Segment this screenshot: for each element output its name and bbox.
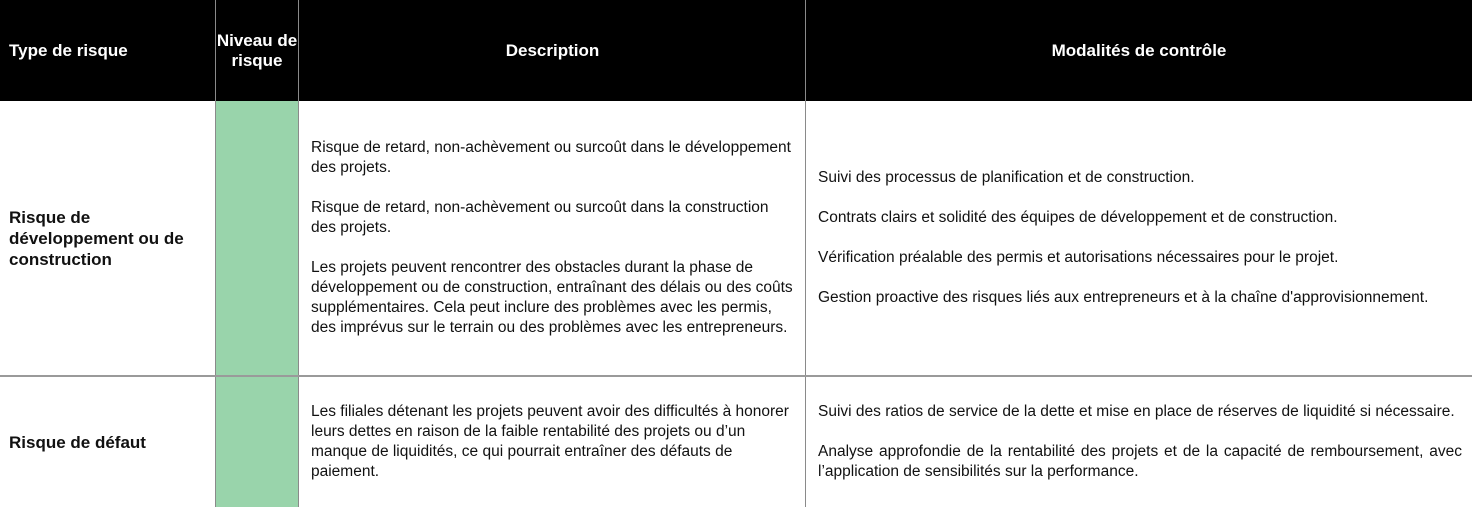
control-paragraph: Analyse approfondie de la rentabilité des projets et de la capacité de remboursement, avec l’application de sensibilités sur la performance. [818, 443, 1462, 480]
description-paragraph: Les filiales détenant les projets peuvent avoir des difficultés à honorer leurs dettes en raison de la faible rentabilité des projets ou d’un manque de liquidités, ce qui pourrait entraîner des défauts de paiement. [311, 403, 789, 480]
description-cell [311, 101, 795, 375]
control-paragraph: Suivi des ratios de service de la dette et mise en place de réserves de liquidité si nécessaire. [818, 403, 1455, 420]
description-paragraph: Les projets peuvent rencontrer des obstacles durant la phase de développement ou de construction, entraînant des délais ou des coûts supplémentaires. Cela peut inclure des problèmes avec les permis, des imprévus sur le terrain ou des problèmes avec les entrepreneurs. [311, 259, 793, 336]
header-type: Type de risque [9, 40, 128, 60]
column-divider [805, 0, 806, 507]
header-level: Niveau de risque [216, 30, 298, 70]
control-paragraph: Gestion proactive des risques liés aux entrepreneurs et à la chaîne d'approvisionnement. [818, 289, 1429, 306]
risk-level-cell [216, 377, 298, 507]
header-controls: Modalités de contrôle [1051, 40, 1227, 60]
header-description: Description [505, 40, 600, 60]
controls-cell [818, 101, 1462, 375]
risk-type-label: Risque de défaut [9, 432, 146, 452]
control-paragraph: Suivi des processus de planification et de construction. [818, 169, 1195, 186]
control-paragraph: Contrats clairs et solidité des équipes de développement et de construction. [818, 209, 1338, 226]
risk-type-cell [9, 377, 209, 507]
risk-type-cell [9, 101, 209, 375]
column-divider [215, 0, 216, 507]
controls-cell [818, 377, 1462, 507]
description-paragraph: Risque de retard, non-achèvement ou surcoût dans le développement des projets. [311, 139, 791, 176]
description-cell [311, 377, 795, 507]
column-divider [298, 0, 299, 507]
control-paragraph: Vérification préalable des permis et autorisations nécessaires pour le projet. [818, 249, 1339, 266]
risk-type-label: Risque de développement ou de construction [9, 207, 184, 269]
description-paragraph: Risque de retard, non-achèvement ou surcoût dans la construction des projets. [311, 199, 769, 236]
risk-level-cell [216, 101, 298, 375]
